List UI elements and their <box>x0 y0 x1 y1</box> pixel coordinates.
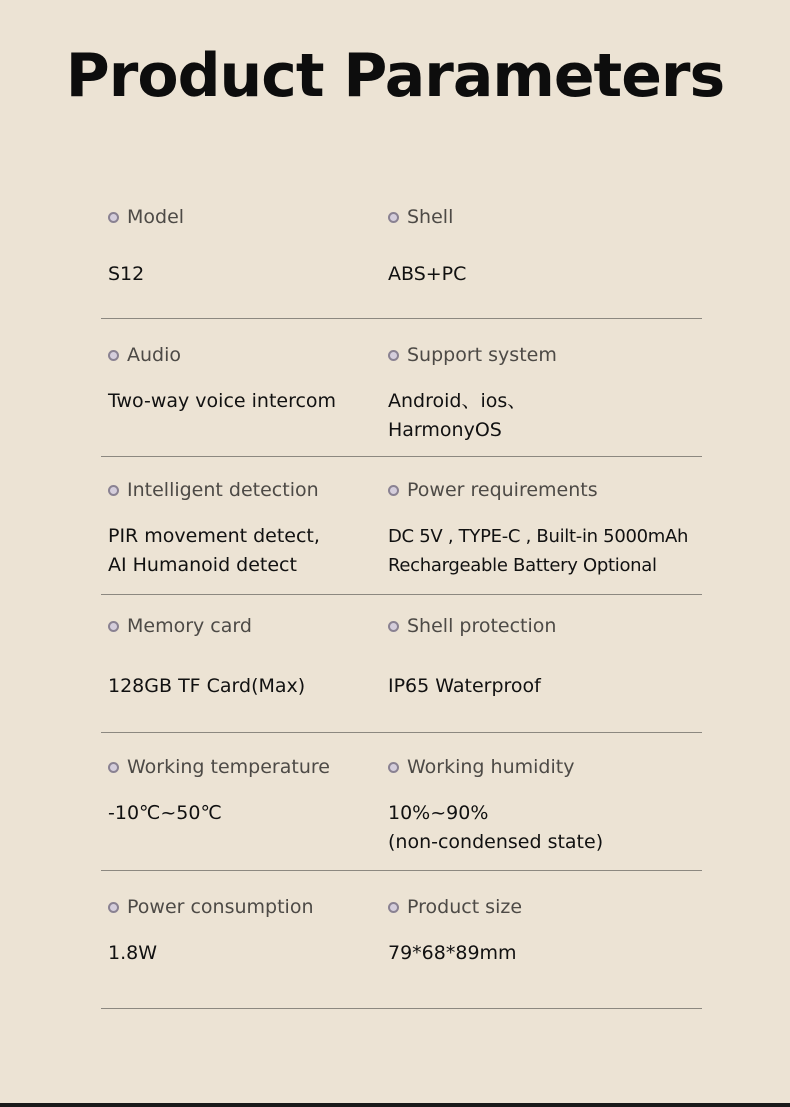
param-label-text: Memory card <box>127 615 252 637</box>
param-value <box>108 799 222 828</box>
param-value <box>388 260 466 289</box>
param-label <box>388 478 598 502</box>
param-label <box>388 343 557 367</box>
param-label-text: Intelligent detection <box>127 479 319 501</box>
bullet-icon <box>108 902 119 913</box>
param-value-line: PIR movement detect, <box>108 525 320 547</box>
bullet-icon <box>388 902 399 913</box>
param-value-line: (non-condensed state) <box>388 831 604 853</box>
param-value-line: AI Humanoid detect <box>108 554 297 576</box>
param-label-text: Shell protection <box>407 615 557 637</box>
param-value <box>108 939 157 968</box>
bullet-icon <box>388 485 399 496</box>
param-value-line: ABS+PC <box>388 263 467 285</box>
param-label-text: Working temperature <box>127 756 330 778</box>
param-value <box>388 799 603 857</box>
param-label <box>388 205 453 229</box>
param-value-line: Two-way voice intercom <box>108 390 337 412</box>
param-value-line: S12 <box>108 263 145 285</box>
param-value-line: 128GB TF Card(Max) <box>108 675 306 697</box>
param-value-line: IP65 Waterproof <box>388 675 541 697</box>
param-value-line: DC 5V , TYPE-C , Built-in 5000mAh <box>388 526 689 547</box>
param-value-line: 79*68*89mm <box>388 942 517 964</box>
param-label-text: Audio <box>127 344 182 366</box>
param-label-text: Power consumption <box>127 896 314 918</box>
param-value <box>388 939 517 968</box>
param-value-line: Android、ios、 <box>388 390 527 412</box>
param-label <box>108 205 184 229</box>
param-row-model-shell <box>101 205 702 319</box>
bottom-border <box>0 1103 790 1107</box>
param-label <box>108 895 314 919</box>
param-label <box>388 895 522 919</box>
bullet-icon <box>388 350 399 361</box>
param-value <box>388 522 688 580</box>
param-value <box>388 672 541 701</box>
param-label <box>388 755 574 779</box>
param-label-text: Model <box>127 206 185 228</box>
bullet-icon <box>388 621 399 632</box>
param-label-text: Working humidity <box>407 756 575 778</box>
param-value <box>108 522 320 580</box>
bullet-icon <box>108 350 119 361</box>
param-row-audio-system <box>101 343 702 457</box>
bullet-icon <box>388 762 399 773</box>
bullet-icon <box>108 212 119 223</box>
param-value-line: 1.8W <box>108 942 158 964</box>
param-label-text: Support system <box>407 344 557 366</box>
param-label-text: Product size <box>407 896 523 918</box>
param-value <box>108 672 305 701</box>
bullet-icon <box>108 621 119 632</box>
param-value-line: Rechargeable Battery Optional <box>388 555 657 576</box>
param-value-line: HarmonyOS <box>388 419 502 441</box>
param-value <box>108 387 336 416</box>
param-label-text: Power requirements <box>407 479 598 501</box>
param-label <box>108 478 319 502</box>
param-value-line: 10%~90% <box>388 802 489 824</box>
bullet-icon <box>388 212 399 223</box>
param-label <box>108 755 330 779</box>
param-label <box>108 343 181 367</box>
page-title: Product Parameters <box>65 41 725 111</box>
param-row-memory-protection <box>101 614 702 733</box>
param-value <box>388 387 526 445</box>
param-label <box>108 614 252 638</box>
param-value-line: -10℃~50℃ <box>108 802 222 824</box>
param-row-temperature-humidity <box>101 755 702 871</box>
param-label-text: Shell <box>407 206 454 228</box>
bullet-icon <box>108 762 119 773</box>
param-row-consumption-size <box>101 895 702 1009</box>
param-label <box>388 614 556 638</box>
param-value <box>108 260 144 289</box>
param-row-detection-power <box>101 478 702 595</box>
bullet-icon <box>108 485 119 496</box>
